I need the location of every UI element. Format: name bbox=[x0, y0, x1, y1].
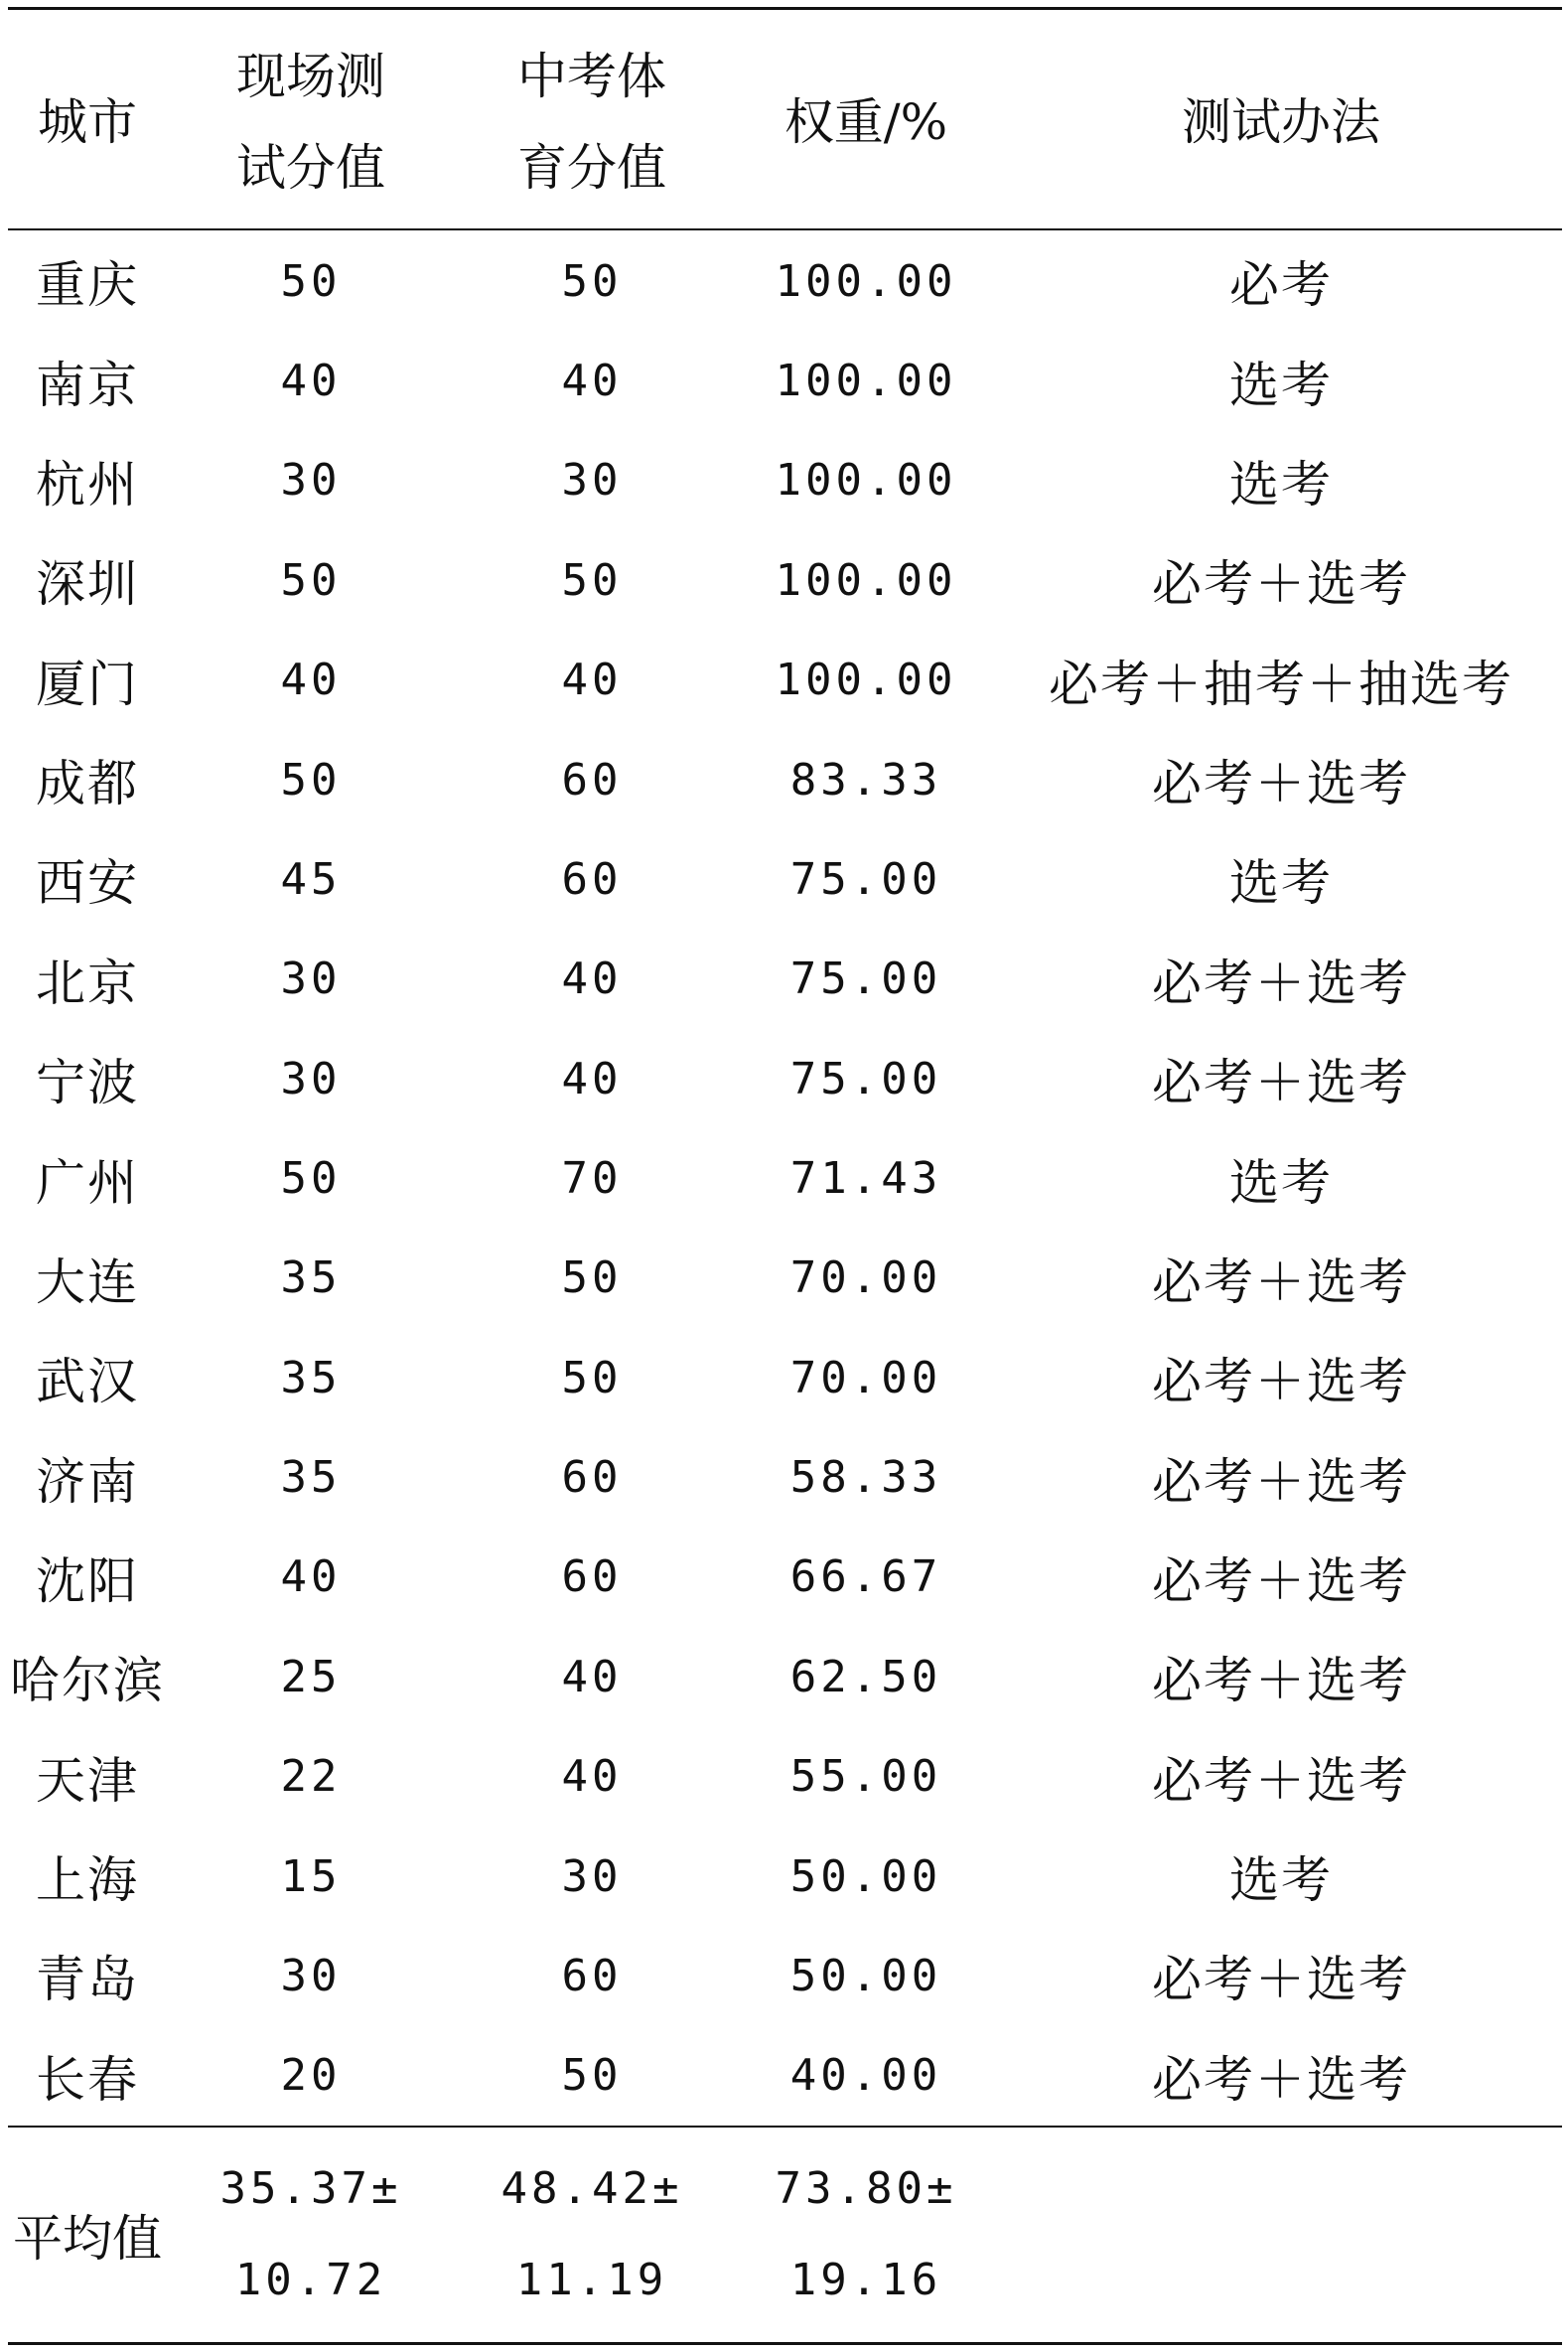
bottom-rule bbox=[8, 2342, 1562, 2345]
cell-method: 必考＋选考 bbox=[1152, 1551, 1410, 1610]
cell-method: 必考＋选考 bbox=[1152, 954, 1410, 1012]
cell-weight: 75.00 bbox=[789, 954, 942, 1005]
cell-site-score: 50 bbox=[280, 1153, 342, 1204]
cell-weight: 70.00 bbox=[789, 1252, 942, 1304]
cell-city: 沈阳 bbox=[36, 1551, 139, 1610]
table-row bbox=[0, 1428, 1568, 1528]
cell-city: 武汉 bbox=[36, 1353, 139, 1411]
cell-pe-score: 30 bbox=[561, 1850, 623, 1902]
table-row bbox=[0, 1029, 1568, 1128]
cell-pe-score: 60 bbox=[561, 1950, 623, 2001]
table-row bbox=[0, 1229, 1568, 1328]
cell-city: 天津 bbox=[36, 1751, 139, 1810]
cell-city: 上海 bbox=[36, 1851, 139, 1910]
cell-pe-score: 50 bbox=[561, 2050, 623, 2102]
table-row bbox=[0, 530, 1568, 630]
cell-method: 选考 bbox=[1229, 455, 1333, 514]
summary-weight: 73.80± 19.16 bbox=[775, 2163, 957, 2305]
table-row bbox=[0, 829, 1568, 929]
cell-method: 必考＋选考 bbox=[1152, 1951, 1410, 2009]
header-pe-score: 中考体 育分值 bbox=[517, 47, 666, 197]
cell-weight: 100.00 bbox=[775, 655, 957, 706]
table-row bbox=[0, 1129, 1568, 1229]
cell-method: 必考＋选考 bbox=[1152, 555, 1410, 614]
cell-site-score: 40 bbox=[280, 655, 342, 706]
cell-site-score: 35 bbox=[280, 1252, 342, 1304]
top-rule bbox=[8, 7, 1562, 10]
cell-method: 必考 bbox=[1229, 256, 1333, 315]
table-row bbox=[0, 431, 1568, 530]
cell-weight: 100.00 bbox=[775, 554, 957, 606]
cell-pe-score: 60 bbox=[561, 1551, 623, 1603]
cell-city: 重庆 bbox=[36, 256, 139, 315]
cell-weight: 71.43 bbox=[789, 1153, 942, 1204]
cell-site-score: 30 bbox=[280, 455, 342, 507]
table-row bbox=[0, 231, 1568, 331]
cell-pe-score: 40 bbox=[561, 954, 623, 1005]
cell-city: 杭州 bbox=[36, 455, 139, 514]
cell-pe-score: 50 bbox=[561, 1252, 623, 1304]
cell-pe-score: 40 bbox=[561, 1751, 623, 1803]
cell-method: 必考＋选考 bbox=[1152, 2050, 1410, 2109]
cell-site-score: 15 bbox=[280, 1850, 342, 1902]
cell-method: 选考 bbox=[1229, 1851, 1333, 1910]
cell-weight: 40.00 bbox=[789, 2050, 942, 2102]
table-row bbox=[0, 1528, 1568, 1627]
cell-city: 济南 bbox=[36, 1452, 139, 1511]
header-site-score: 现场测 试分值 bbox=[236, 47, 385, 197]
header-rule bbox=[8, 228, 1562, 230]
cell-weight: 50.00 bbox=[789, 1850, 942, 1902]
cell-weight: 70.00 bbox=[789, 1352, 942, 1403]
cell-pe-score: 40 bbox=[561, 1053, 623, 1104]
cell-site-score: 40 bbox=[280, 1551, 342, 1603]
cell-city: 南京 bbox=[36, 356, 139, 414]
cell-city: 宁波 bbox=[36, 1054, 139, 1112]
cell-city: 北京 bbox=[36, 954, 139, 1012]
cell-pe-score: 60 bbox=[561, 1452, 623, 1504]
cell-site-score: 50 bbox=[280, 554, 342, 606]
cell-site-score: 30 bbox=[280, 1950, 342, 2001]
cell-pe-score: 50 bbox=[561, 1352, 623, 1403]
cell-site-score: 40 bbox=[280, 356, 342, 407]
table-row bbox=[0, 631, 1568, 730]
cell-weight: 75.00 bbox=[789, 853, 942, 905]
header-weight: 权重/% bbox=[784, 92, 948, 151]
table-row bbox=[0, 1627, 1568, 1726]
cell-method: 必考＋选考 bbox=[1152, 1054, 1410, 1112]
cell-pe-score: 40 bbox=[561, 655, 623, 706]
cell-pe-score: 50 bbox=[561, 554, 623, 606]
cell-site-score: 25 bbox=[280, 1651, 342, 1702]
cell-site-score: 50 bbox=[280, 754, 342, 806]
cell-weight: 100.00 bbox=[775, 255, 957, 307]
table-row bbox=[0, 1328, 1568, 1427]
summary-rule bbox=[8, 2126, 1562, 2128]
cell-method: 选考 bbox=[1229, 854, 1333, 913]
cell-weight: 62.50 bbox=[789, 1651, 942, 1702]
table-row bbox=[0, 332, 1568, 431]
cell-site-score: 35 bbox=[280, 1452, 342, 1504]
table-row bbox=[0, 1727, 1568, 1827]
cell-method: 选考 bbox=[1229, 1153, 1333, 1212]
cell-site-score: 50 bbox=[280, 255, 342, 307]
cell-city: 深圳 bbox=[36, 555, 139, 614]
cell-weight: 75.00 bbox=[789, 1053, 942, 1104]
cell-city: 成都 bbox=[36, 755, 139, 813]
cell-city: 长春 bbox=[36, 2050, 139, 2109]
cell-pe-score: 60 bbox=[561, 754, 623, 806]
cell-site-score: 30 bbox=[280, 1053, 342, 1104]
cell-weight: 83.33 bbox=[789, 754, 942, 806]
cell-city: 西安 bbox=[36, 854, 139, 913]
summary-total: 48.42± 11.19 bbox=[500, 2163, 683, 2305]
cell-city: 大连 bbox=[36, 1252, 139, 1311]
cell-weight: 100.00 bbox=[775, 356, 957, 407]
cell-weight: 58.33 bbox=[789, 1452, 942, 1504]
table-row bbox=[0, 730, 1568, 829]
cell-site-score: 22 bbox=[280, 1751, 342, 1803]
table-row bbox=[0, 1827, 1568, 1926]
cell-weight: 66.67 bbox=[789, 1551, 942, 1603]
cell-city: 厦门 bbox=[36, 655, 139, 713]
cell-method: 必考＋选考 bbox=[1152, 1353, 1410, 1411]
cell-method: 必考＋选考 bbox=[1152, 1452, 1410, 1511]
summary-row bbox=[0, 2131, 1568, 2339]
summary-label: 平均值 bbox=[13, 2210, 162, 2268]
table-row bbox=[0, 1926, 1568, 2025]
cell-city: 广州 bbox=[36, 1153, 139, 1212]
cell-method: 必考＋选考 bbox=[1152, 755, 1410, 813]
table-row bbox=[0, 2026, 1568, 2126]
cell-weight: 50.00 bbox=[789, 1950, 942, 2001]
table-row bbox=[0, 930, 1568, 1029]
cell-method: 必考＋选考 bbox=[1152, 1751, 1410, 1810]
cell-pe-score: 40 bbox=[561, 1651, 623, 1702]
cell-pe-score: 60 bbox=[561, 853, 623, 905]
cell-weight: 55.00 bbox=[789, 1751, 942, 1803]
cell-city: 哈尔滨 bbox=[10, 1652, 165, 1710]
cell-weight: 100.00 bbox=[775, 455, 957, 507]
cell-pe-score: 70 bbox=[561, 1153, 623, 1204]
header-city: 城市 bbox=[38, 92, 137, 151]
cell-pe-score: 30 bbox=[561, 455, 623, 507]
cell-method: 选考 bbox=[1229, 356, 1333, 414]
cell-method: 必考＋选考 bbox=[1152, 1652, 1410, 1710]
cell-method: 必考＋选考 bbox=[1152, 1252, 1410, 1311]
summary-site: 35.37± 10.72 bbox=[219, 2163, 402, 2305]
cell-method: 必考＋抽考＋抽选考 bbox=[1049, 655, 1513, 713]
cell-city: 青岛 bbox=[36, 1951, 139, 2009]
header-method: 测试办法 bbox=[1182, 92, 1380, 151]
cell-site-score: 30 bbox=[280, 954, 342, 1005]
cell-site-score: 20 bbox=[280, 2050, 342, 2102]
cell-site-score: 45 bbox=[280, 853, 342, 905]
cell-pe-score: 40 bbox=[561, 356, 623, 407]
cell-site-score: 35 bbox=[280, 1352, 342, 1403]
cell-pe-score: 50 bbox=[561, 255, 623, 307]
